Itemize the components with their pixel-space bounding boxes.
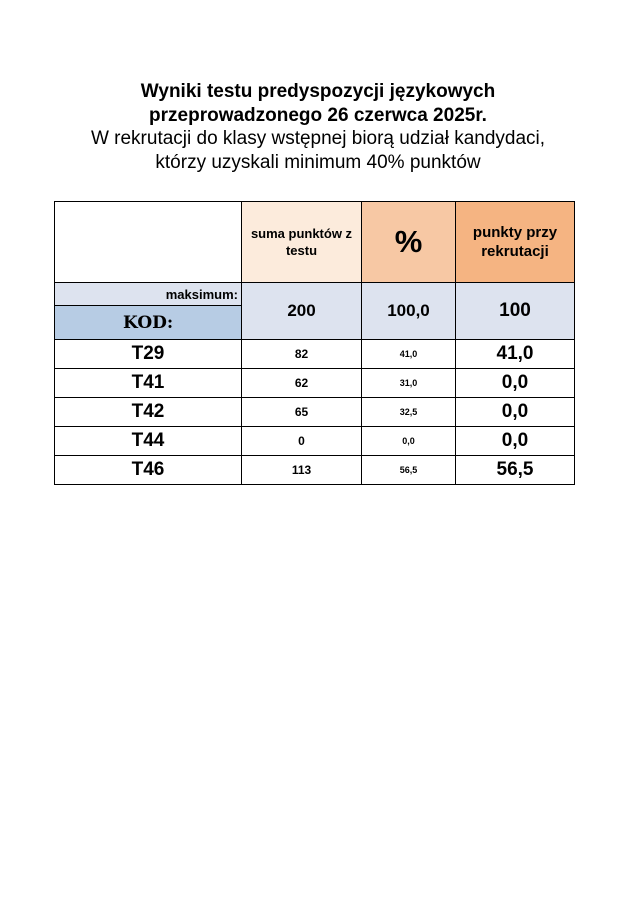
header-empty-cell xyxy=(55,202,242,283)
score-percent: 32,5 xyxy=(362,398,456,427)
max-points: 100 xyxy=(456,283,575,340)
test-score: 82 xyxy=(242,340,362,369)
results-table xyxy=(54,201,575,485)
table-row xyxy=(55,398,575,427)
heading-line-2: przeprowadzonego 26 czerwca 2025r. xyxy=(149,104,487,126)
candidate-code: T44 xyxy=(55,427,242,456)
candidate-code: T46 xyxy=(55,456,242,485)
document-heading xyxy=(0,80,636,174)
max-label: maksimum: xyxy=(55,283,242,306)
table-row xyxy=(55,427,575,456)
table-row xyxy=(55,369,575,398)
results-rows xyxy=(55,340,575,485)
score-percent: 41,0 xyxy=(362,340,456,369)
header-row xyxy=(55,202,575,283)
table-row xyxy=(55,340,575,369)
test-score: 65 xyxy=(242,398,362,427)
max-percent: 100,0 xyxy=(362,283,456,340)
header-percent: % xyxy=(362,202,456,283)
heading-line-3: W rekrutacji do klasy wstępnej biorą udział kandydaci, xyxy=(90,128,546,149)
candidate-code: T41 xyxy=(55,369,242,398)
heading-line-1: Wyniki testu predyspozycji językowych xyxy=(140,81,496,102)
heading-line-4: którzy uzyskali minimum 40% punktów xyxy=(155,151,481,173)
test-score: 113 xyxy=(242,456,362,485)
recruitment-points: 0,0 xyxy=(456,427,575,456)
table-row xyxy=(55,456,575,485)
recruitment-points: 0,0 xyxy=(456,369,575,398)
header-sum: suma punktów z testu xyxy=(242,202,362,283)
max-sum: 200 xyxy=(242,283,362,340)
recruitment-points: 41,0 xyxy=(456,340,575,369)
score-percent: 0,0 xyxy=(362,427,456,456)
candidate-code: T29 xyxy=(55,340,242,369)
recruitment-points: 0,0 xyxy=(456,398,575,427)
test-score: 62 xyxy=(242,369,362,398)
candidate-code: T42 xyxy=(55,398,242,427)
max-row xyxy=(55,283,575,306)
test-score: 0 xyxy=(242,427,362,456)
score-percent: 31,0 xyxy=(362,369,456,398)
recruitment-points: 56,5 xyxy=(456,456,575,485)
code-label: KOD: xyxy=(55,306,242,340)
score-percent: 56,5 xyxy=(362,456,456,485)
header-points: punkty przy rekrutacji xyxy=(456,202,575,283)
